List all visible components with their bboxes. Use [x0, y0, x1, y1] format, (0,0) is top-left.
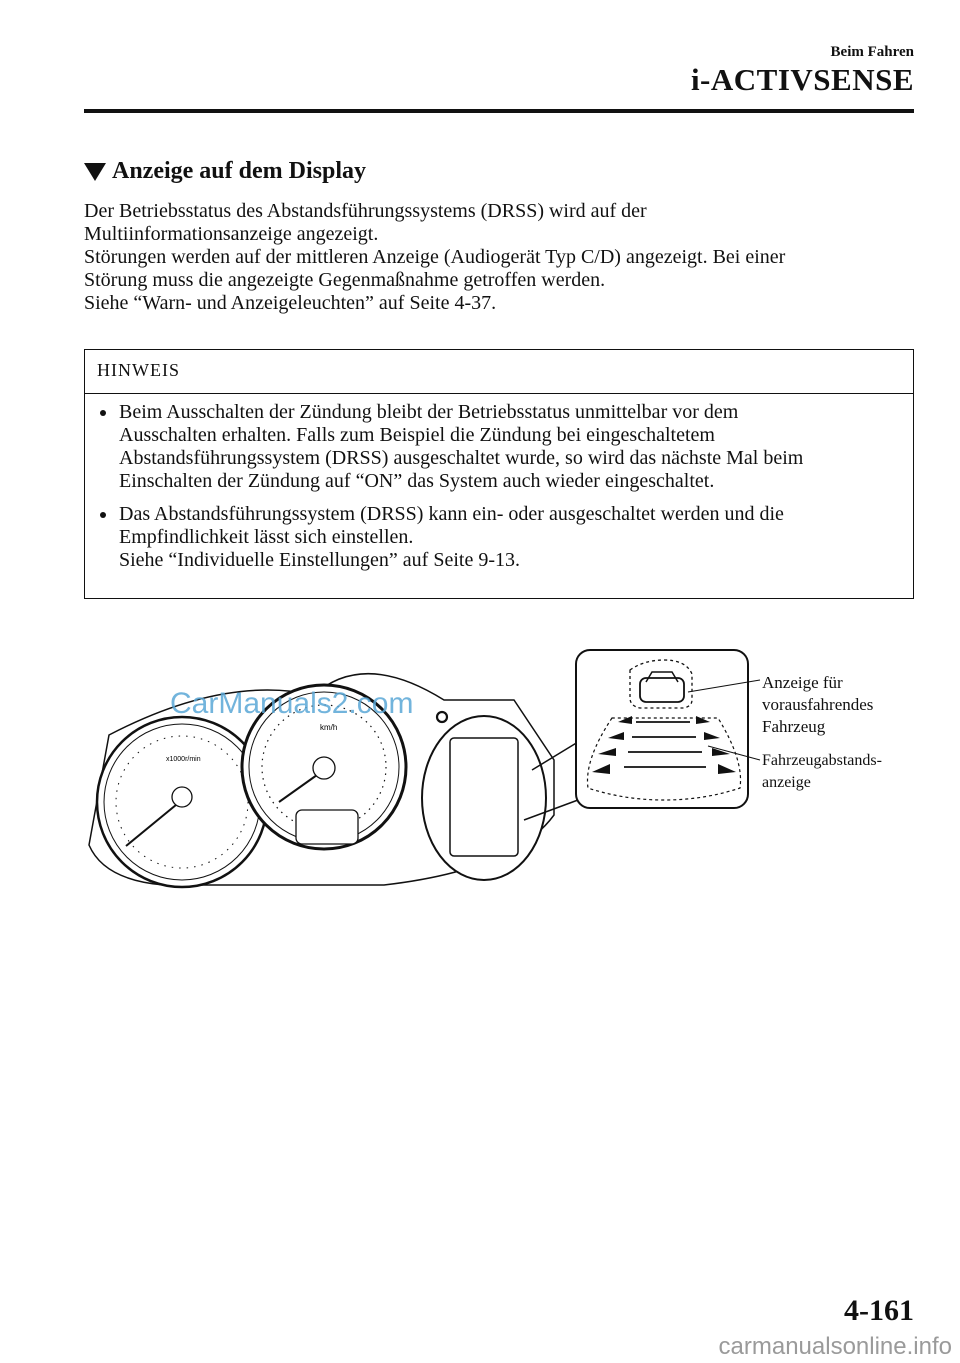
vehicle-callout-label [762, 672, 873, 738]
triangle-bullet-icon [84, 163, 106, 181]
note-line: Ausschalten erhalten. Falls zum Beispiel die Zündung bei eingeschaltetem [119, 424, 715, 446]
header-chapter-title: i-ACTIVSENSE [690, 62, 914, 97]
intro-paragraph [84, 200, 914, 315]
speed-unit-label: km/h [320, 723, 338, 732]
header-rule [84, 109, 914, 113]
note-item [97, 503, 905, 572]
note-list [97, 401, 905, 582]
watermark-text: CarManuals2.com [170, 687, 414, 720]
magnified-display-panel [576, 650, 748, 808]
multi-information-display [422, 716, 546, 880]
section-heading-text: Anzeige auf dem Display [112, 158, 366, 184]
footer-site-link[interactable]: carmanualsonline.info [718, 1333, 952, 1360]
section-heading [84, 158, 366, 185]
callout-line: Fahrzeugabstands- [762, 752, 882, 769]
header-section-title: Beim Fahren [830, 44, 914, 60]
note-line: Empfindlichkeit lässt sich einstellen. [119, 526, 414, 548]
note-box [84, 349, 914, 599]
bullet-dot-icon [100, 410, 106, 416]
callout-line: Fahrzeug [762, 717, 826, 736]
tachometer-gauge-icon [97, 717, 267, 887]
note-title: HINWEIS [97, 360, 180, 380]
intro-line: Störung muss die angezeigte Gegenmaßnahme getroffen werden. [84, 269, 606, 291]
callout-line: Anzeige für [762, 673, 843, 692]
distance-callout-label [762, 750, 882, 794]
callout-line: anzeige [762, 774, 811, 791]
intro-line: Störungen werden auf der mittleren Anzeige (Audiogerät Typ C/D) angezeigt. Bei einer [84, 246, 786, 268]
intro-line: Multiinformationsanzeige angezeigt. [84, 223, 379, 245]
note-line: Siehe “Individuelle Einstellungen” auf Seite 9-13. [119, 549, 520, 571]
note-line: Das Abstandsführungssystem (DRSS) kann ein- oder ausgeschaltet werden und die [119, 503, 784, 525]
note-line: Abstandsführungssystem (DRSS) ausgeschaltet wurde, so wird das nächste Mal beim [119, 447, 804, 469]
callout-line: vorausfahrendes [762, 695, 874, 714]
page-number: 4-161 [844, 1294, 914, 1327]
indicator-lamp-icon [437, 712, 447, 722]
note-item [97, 401, 905, 493]
note-line: Beim Ausschalten der Zündung bleibt der Betriebsstatus unmittelbar vor dem [119, 401, 739, 423]
intro-line: Der Betriebsstatus des Abstandsführungssystems (DRSS) wird auf der [84, 200, 647, 222]
note-divider [85, 393, 913, 394]
bullet-dot-icon [100, 512, 106, 518]
intro-line: Siehe “Warn- und Anzeigeleuchten” auf Seite 4-37. [84, 292, 497, 314]
note-line: Einschalten der Zündung auf “ON” das System auch wieder eingeschaltet. [119, 470, 715, 492]
rpm-unit-label: x1000r/min [166, 756, 201, 763]
